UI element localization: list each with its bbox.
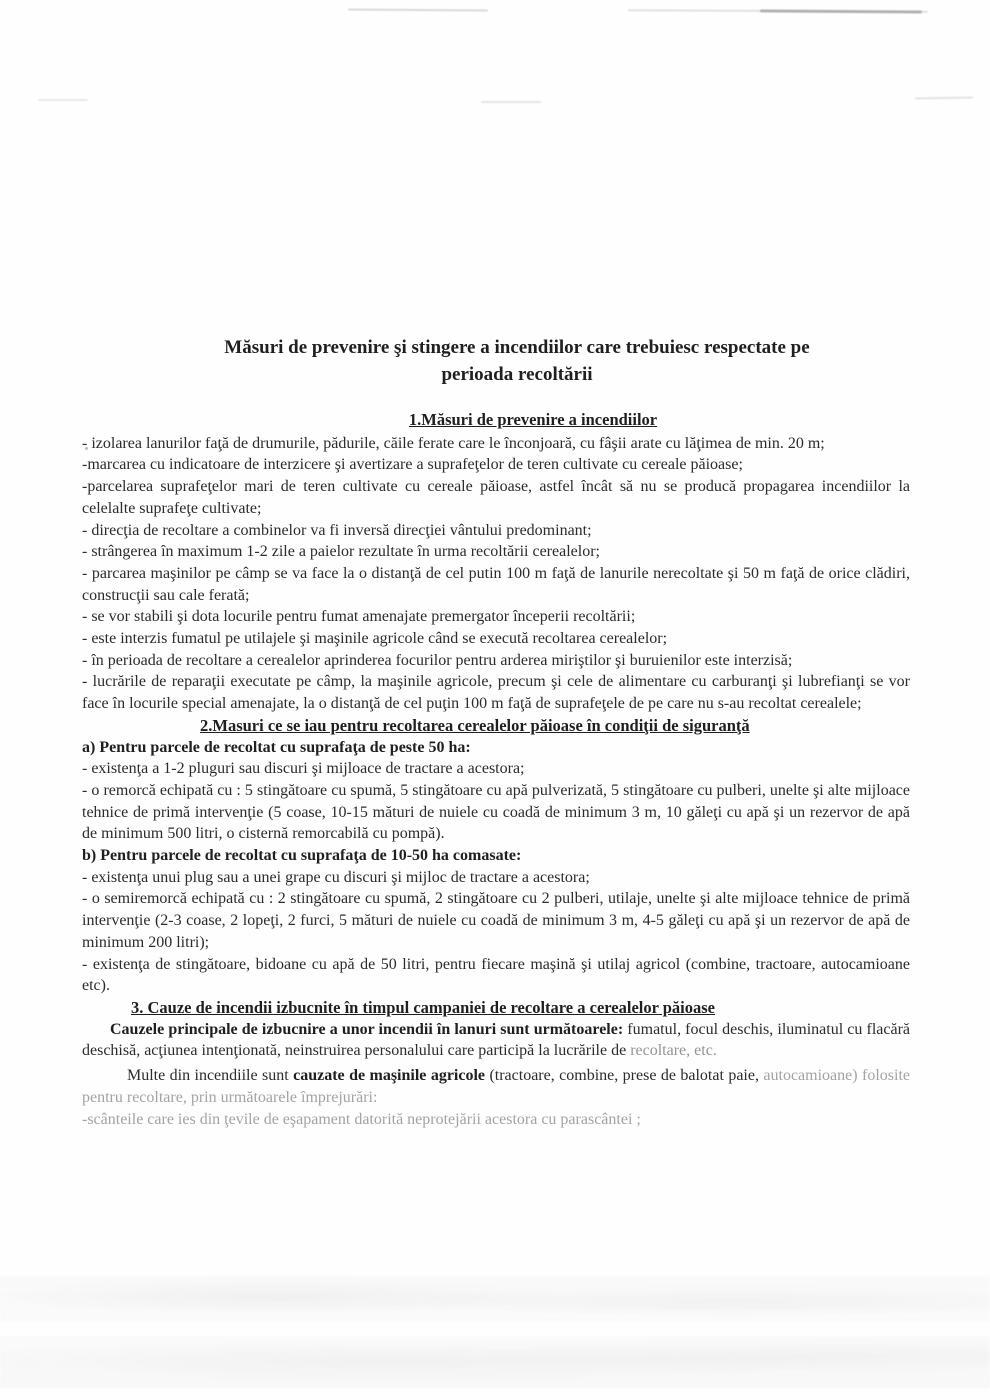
document-body: [82, 334, 910, 1130]
scan-smudge-top-left: [348, 9, 488, 12]
title-line-1: Măsuri de prevenire şi stingere a incendiilor care trebuiesc respectate pe: [224, 337, 810, 358]
paragraph-text: Multe din incendiile sunt: [127, 1067, 294, 1085]
bullet-line: - parcarea maşinilor pe câmp se va face la o distanţă de cel putin 100 m faţă de lanurile nerecoltate şi 50 m faţă de orice clădiri, construcţii sau cale ferată;: [82, 564, 910, 604]
bullet-line: - direcţia de recoltare a combinelor va fi inversă direcţiei vântului predominant;: [82, 521, 592, 539]
paragraph-bold-lead: Cauzele principale de izbucnire a unor incendii în lanuri sunt următoarele:: [110, 1020, 624, 1038]
section-2-heading: 2.Masuri ce se iau pentru recoltarea cerealelor păioase în condiţii de siguranţă: [200, 715, 750, 735]
paragraph-causes: [82, 1019, 910, 1062]
scan-noise-band: [0, 1276, 990, 1322]
section-3-heading: 3. Cauze de incendii izbucnite în timpul campaniei de recoltare a cerealelor păioase: [131, 997, 716, 1017]
bullet-line: - o semiremorcă echipată cu : 2 stingătoare cu spumă, 2 stingătoare cu 2 pulberi, utilaje, unelte şi alte mijloace tehnice de primă intervenţie (2-3 coase, 2 lopeţi, 2 furci, 5 mături de nuiele cu coadă de minimum 3 m, 4-5 găleţi cu apă şi un rezervor de apă de minimum 200 litri);: [82, 890, 910, 951]
bullet-line: - o remorcă echipată cu : 5 stingătoare cu spumă, 5 stingătoare cu apă pulverizată, 5 stingătoare cu pulberi, unelte şi alte mijloace tehnice de primă intervenţie (5 coase, 10-15 mături de nuiele cu coadă de minimum 3 m, 10 găleţi cu apă şi un rezervor de apă de minimum 500 litri, o cisternă remorcabilă cu pompă).: [82, 781, 910, 843]
paragraph-text: fumatul, focul deschis, iluminatul cu flacără deschisă, acţiunea intenţionată, neinstruirea personalului care participă la lucrările de: [82, 1020, 911, 1060]
bullet-line: - lucrările de reparaţii executate pe câmp, la maşinile agricole, precum şi cele de alimentare cu carburanţi şi lubrefianţi se vor face în locurile special amenajate, la o distanţă de cel puţin 100 m faţă de suprafeţele de pe care nu s-au recoltat cerealele;: [82, 673, 910, 713]
scan-noise-band: [0, 1336, 990, 1388]
bullet-line: - se vor stabili şi dota locurile pentru fumat amenajate premergator începerii recoltării;: [82, 608, 636, 626]
scan-smudge-top-right-dark: [760, 9, 922, 13]
paragraph-machines: [82, 1065, 910, 1108]
title-line-2: perioada recoltării: [441, 364, 593, 385]
bullet-line: - existenţa de stingătoare, bidoane cu apă de 50 litri, pentru fiecare maşină şi utilaj agricol (combine, tractoare, autocamioane etc).: [82, 955, 910, 995]
section-1-heading: 1.Măsuri de prevenire a incendiilor: [408, 410, 658, 429]
bullet-line: - strângerea în maximum 1-2 zile a paielor rezultate în urma recoltării cerealelor;: [82, 543, 600, 561]
scan-smudge-mid-right: [915, 96, 973, 99]
bullet-line: -marcarea cu indicatoare de interzicere şi avertizare a suprafeţelor de teren cultivate cu cereale păioase;: [82, 456, 743, 474]
bullet-line: - existenţa unui plug sau a unei grape cu discuri şi mijloc de tractare a acestora;: [82, 868, 590, 886]
scan-smudge-mid-center: [481, 101, 541, 103]
bullet-line-faded: -scânteile care ies din ţevile de eşapament datorită neprotejării acestora cu parascântei ;: [82, 1110, 641, 1128]
paragraph-faded-tail: autocamioane) folosite pentru recoltare, prin următoarele împrejurări:: [82, 1067, 910, 1106]
subsection-b-heading: b) Pentru parcele de recoltat cu suprafaţa de 10-50 ha comasate:: [82, 847, 522, 865]
document-title: [124, 334, 910, 388]
bullet-line: -parcelarea suprafeţelor mari de teren cultivate cu cereale păioase, astfel încât să nu se producă propagarea incendiilor la celelalte suprafeţe cultivate;: [82, 478, 910, 517]
paragraph-bold-phrase: cauzate de maşinile agricole: [293, 1067, 486, 1085]
subsection-a-heading: a) Pentru parcele de recoltat cu suprafaţa de peste 50 ha:: [82, 738, 471, 756]
paragraph-faded-tail: recoltare, etc.: [626, 1042, 717, 1060]
bullet-line: - în perioada de recoltare a cerealelor aprinderea focurilor pentru arderea miriştilor şi buruienilor este interzisă;: [82, 651, 793, 669]
bullet-line: - existenţa a 1-2 pluguri sau discuri şi mijloace de tractare a acestora;: [82, 760, 525, 778]
paragraph-text: (tractoare, combine, prese de balotat paie,: [485, 1067, 759, 1085]
bullet-line: - izolarea lanurilor faţă de drumurile, pădurile, căile ferate care le înconjoară, cu fâşii arate cu lăţimea de min. 20 m;: [82, 434, 825, 452]
bullet-line: - este interzis fumatul pe utilajele şi maşinile agricole când se execută recoltarea cerealelor;: [82, 630, 668, 648]
scan-smudge-mid-left: [38, 99, 88, 101]
